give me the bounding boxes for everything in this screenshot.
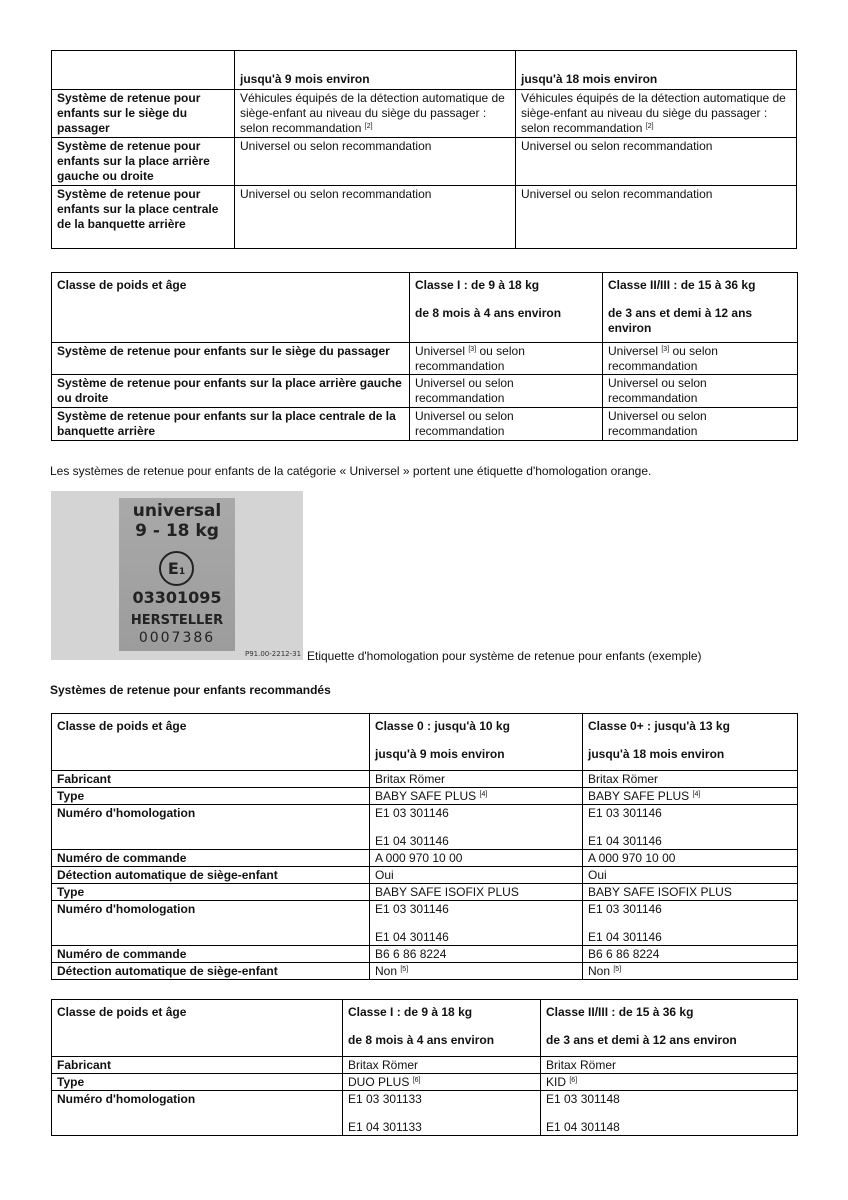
section-heading: Systèmes de retenue pour enfants recommandés	[50, 683, 331, 697]
header-cell: jusqu'à 9 mois environ	[235, 51, 516, 90]
table-row	[52, 90, 797, 138]
table-cell: Universel ou selon recommandation	[603, 408, 798, 441]
table-row	[52, 901, 798, 946]
header-cell: Classe I : de 9 à 18 kg de 8 mois à 4 ans environ	[410, 273, 603, 343]
table-header-row	[52, 714, 798, 771]
table-cell: E1 03 301146 E1 04 301146	[370, 901, 583, 946]
table-header-row	[52, 273, 798, 343]
row-label: Système de retenue pour enfants sur le siège du passager	[52, 90, 235, 138]
table-row	[52, 946, 798, 963]
table-cell: BABY SAFE PLUS [4]	[583, 788, 798, 805]
header-cell: Classe de poids et âge	[52, 1000, 343, 1057]
table-cell: Britax Römer	[583, 771, 798, 788]
row-label: Système de retenue pour enfants sur la place arrière gauche ou droite	[52, 138, 235, 186]
header-cell: Classe 0+ : jusqu'à 13 kg jusqu'à 18 mois environ	[583, 714, 798, 771]
header-cell: Classe II/III : de 15 à 36 kg de 3 ans et demi à 12 ans environ	[603, 273, 798, 343]
row-label: Système de retenue pour enfants sur la place arrière gauche ou droite	[52, 375, 410, 408]
table-header-row	[52, 51, 797, 90]
footnote-ref: [5]	[400, 966, 409, 973]
row-label: Fabricant	[52, 771, 370, 788]
e-mark-icon: E1	[159, 551, 194, 586]
footnote-ref: [3]	[468, 346, 477, 353]
row-label: Numéro de commande	[52, 946, 370, 963]
label-manufacturer: HERSTELLER	[130, 613, 224, 628]
table-cell: A 000 970 10 00	[583, 850, 798, 867]
row-label: Type	[52, 1074, 343, 1091]
table-cell: Oui	[370, 867, 583, 884]
table-cell: B6 6 86 8224	[370, 946, 583, 963]
table-row	[52, 884, 798, 901]
row-label: Numéro d'homologation	[52, 901, 370, 946]
footnote-ref: [4]	[692, 791, 701, 798]
header-cell: Classe de poids et âge	[52, 714, 370, 771]
table-row	[52, 1091, 798, 1136]
row-label: Numéro d'homologation	[52, 805, 370, 850]
table-row	[52, 850, 798, 867]
image-caption: Etiquette d'homologation pour système de retenue pour enfants (exemple)	[307, 649, 702, 663]
header-cell: Classe II/III : de 15 à 36 kg de 3 ans et demi à 12 ans environ	[541, 1000, 798, 1057]
table-cell: Britax Römer	[343, 1057, 541, 1074]
table-row	[52, 771, 798, 788]
table-row	[52, 186, 797, 249]
table-cell: Universel ou selon recommandation	[410, 408, 603, 441]
table-row	[52, 805, 798, 850]
table-cell: E1 03 301146 E1 04 301146	[370, 805, 583, 850]
row-label: Détection automatique de siège-enfant	[52, 867, 370, 884]
table-age-seating	[51, 50, 797, 249]
table-cell: E1 03 301146 E1 04 301146	[583, 901, 798, 946]
footnote-ref: [4]	[479, 791, 488, 798]
table-cell: Véhicules équipés de la détection automatique de siège-enfant au niveau du siège du passager : selon recommandation [2]	[516, 90, 797, 138]
table-cell: Universel ou selon recommandation	[235, 186, 516, 249]
table-cell: BABY SAFE ISOFIX PLUS	[583, 884, 798, 901]
row-label: Numéro d'homologation	[52, 1091, 343, 1136]
image-reference: P91.00-2212-31	[245, 650, 302, 658]
row-label: Système de retenue pour enfants sur la place centrale de la banquette arrière	[52, 186, 235, 249]
footnote-ref: [2]	[645, 123, 654, 130]
label-plate	[119, 498, 235, 651]
label-serial: 0007386	[138, 630, 216, 646]
row-label: Système de retenue pour enfants sur le siège du passager	[52, 343, 410, 375]
table-cell: E1 03 301146 E1 04 301146	[583, 805, 798, 850]
table-cell: BABY SAFE ISOFIX PLUS	[370, 884, 583, 901]
label-category: universal	[132, 501, 222, 521]
footnote-ref: [2]	[364, 123, 373, 130]
table-cell: KID [6]	[541, 1074, 798, 1091]
table-row	[52, 963, 798, 980]
row-label: Système de retenue pour enfants sur la place centrale de la banquette arrière	[52, 408, 410, 441]
table-cell: Britax Römer	[541, 1057, 798, 1074]
table-cell: Britax Römer	[370, 771, 583, 788]
footnote-ref: [5]	[613, 966, 622, 973]
table-cell: Oui	[583, 867, 798, 884]
table-recommended-class1	[51, 999, 798, 1136]
table-cell: Universel ou selon recommandation	[516, 186, 797, 249]
row-label: Détection automatique de siège-enfant	[52, 963, 370, 980]
header-cell	[52, 51, 235, 90]
header-cell: Classe 0 : jusqu'à 10 kg jusqu'à 9 mois environ	[370, 714, 583, 771]
label-weight: 9 - 18 kg	[135, 521, 219, 541]
row-label: Fabricant	[52, 1057, 343, 1074]
table-cell: Universel [3] ou selon recommandation	[410, 343, 603, 375]
table-cell: Universel ou selon recommandation	[516, 138, 797, 186]
footnote-ref: [6]	[569, 1077, 578, 1084]
footnote-ref: [3]	[661, 346, 670, 353]
table-row	[52, 867, 798, 884]
table-cell: Universel [3] ou selon recommandation	[603, 343, 798, 375]
table-cell: Universel ou selon recommandation	[603, 375, 798, 408]
paragraph-universel: Les systèmes de retenue pour enfants de la catégorie « Universel » portent une étiquette d'homologation orange.	[50, 464, 652, 478]
table-cell: B6 6 86 8224	[583, 946, 798, 963]
table-cell: Universel ou selon recommandation	[235, 138, 516, 186]
table-header-row	[52, 1000, 798, 1057]
label-approval-number: 03301095	[132, 588, 222, 607]
table-cell: E1 03 301148 E1 04 301148	[541, 1091, 798, 1136]
table-row	[52, 408, 798, 441]
table-row	[52, 1074, 798, 1091]
header-cell: jusqu'à 18 mois environ	[516, 51, 797, 90]
table-weight-class-seating	[51, 272, 798, 441]
header-cell: Classe I : de 9 à 18 kg de 8 mois à 4 ans environ	[343, 1000, 541, 1057]
table-cell: BABY SAFE PLUS [4]	[370, 788, 583, 805]
table-row	[52, 375, 798, 408]
table-cell: A 000 970 10 00	[370, 850, 583, 867]
table-recommended-class0	[51, 713, 798, 980]
footnote-ref: [6]	[412, 1077, 421, 1084]
row-label: Type	[52, 788, 370, 805]
homologation-label-image	[51, 491, 303, 660]
table-cell: DUO PLUS [6]	[343, 1074, 541, 1091]
row-label: Type	[52, 884, 370, 901]
table-cell: Non [5]	[370, 963, 583, 980]
table-row	[52, 138, 797, 186]
table-cell: Véhicules équipés de la détection automatique de siège-enfant au niveau du siège du passager : selon recommandation [2]	[235, 90, 516, 138]
row-label: Numéro de commande	[52, 850, 370, 867]
table-row	[52, 1057, 798, 1074]
table-row	[52, 788, 798, 805]
header-cell: Classe de poids et âge	[52, 273, 410, 343]
table-cell: E1 03 301133 E1 04 301133	[343, 1091, 541, 1136]
table-cell: Non [5]	[583, 963, 798, 980]
table-row	[52, 343, 798, 375]
table-cell: Universel ou selon recommandation	[410, 375, 603, 408]
